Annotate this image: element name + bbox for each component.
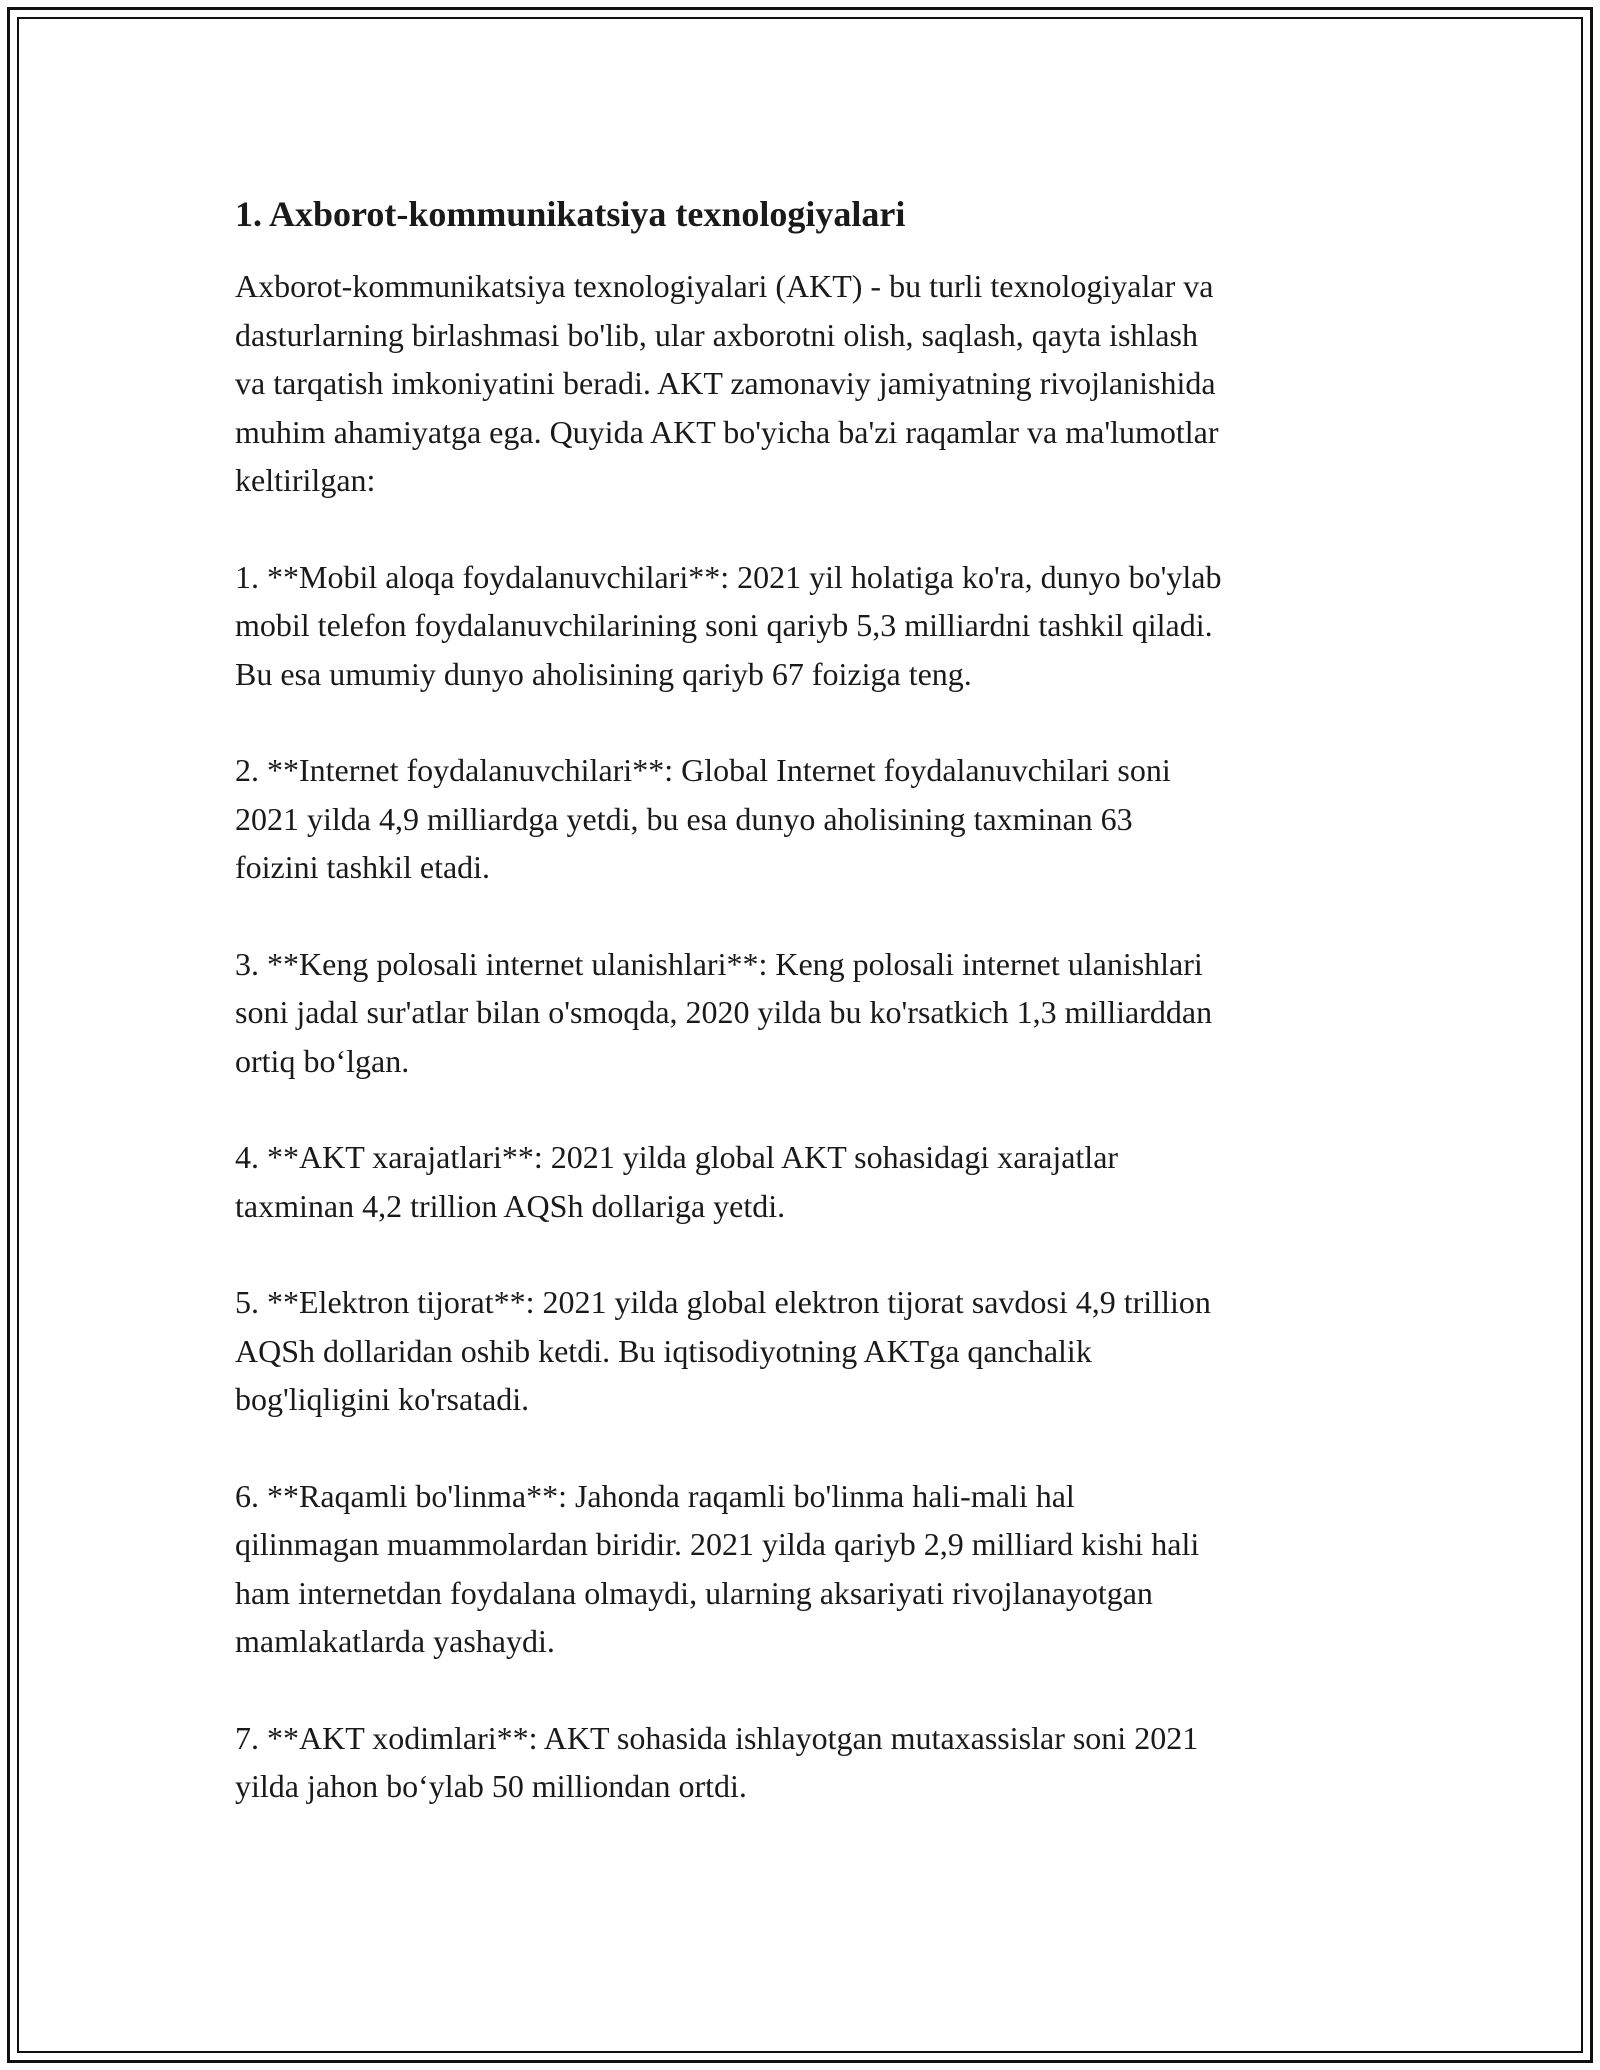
list-item-internet-users: 2. **Internet foydalanuvchilari**: Global Internet foydalanuvchilari soni 2021 yilda 4,9 milliardga yetdi, bu esa dunyo aholisining taxminan 63 foizini tashkil etadi. [235,752,1171,885]
list-item-ict-workforce: 7. **AKT xodimlari**: AKT sohasida ishlayotgan mutaxassislar soni 2021 yilda jahon bo‘ylab 50 milliondan ortdi. [235,1719,1199,1804]
list-item-e-commerce: 5. **Elektron tijorat**: 2021 yilda global elektron tijorat savdosi 4,9 trillion AQSh dollaridan oshib ketdi. Bu iqtisodiyotning AKTga qanchalik bog'liqligini ko'rsatadi. [235,1284,1211,1417]
list-item-broadband: 3. **Keng polosali internet ulanishlari**: Keng polosali internet ulanishlari soni jadal sur'atlar bilan o'smoqda, 2020 yilda bu ko'rsatkich 1,3 milliarddan ortiq bo‘lgan. [235,945,1213,1079]
list-item-ict-spending: 4. **AKT xarajatlari**: 2021 yilda global AKT sohasidagi xarajatlar taxminan 4,2 trillion AQSh dollariga yetdi. [235,1139,1119,1224]
intro-paragraph: Axborot-kommunikatsiya texnologiyalari (AKT) - bu turli texnologiyalar va dasturlarning birlashmasi bo'lib, ular axborotni olish, saqlash, qayta ishlash va tarqatish imkoniyatini beradi. AKT zamonaviy jamiyatning rivojlanishida muhim ahamiyatga ega. Quyida AKT bo'yicha ba'zi raqamlar va ma'lumotlar keltirilgan: [235,268,1219,498]
list-item-mobile-users: 1. **Mobil aloqa foydalanuvchilari**: 2021 yil holatiga ko'ra, dunyo bo'ylab mobil telefon foydalanuvchilarining soni qariyb 5,3 milliardni tashkil qiladi. Bu esa umumiy dunyo aholisining qariyb 67 foiziga teng. [235,558,1222,692]
document-title: 1. Axborot-kommunikatsiya texnologiyalari [235,194,906,234]
document-body [235,188,1375,1811]
list-item-digital-divide: 6. **Raqamli bo'linma**: Jahonda raqamli bo'linma hali-mali hal qilinmagan muammolardan biridir. 2021 yilda qariyb 2,9 milliard kishi hali ham internetdan foydalana olmaydi, ularning aksariyati rivojlanayotgan mamlakatlarda yashaydi. [235,1477,1200,1659]
